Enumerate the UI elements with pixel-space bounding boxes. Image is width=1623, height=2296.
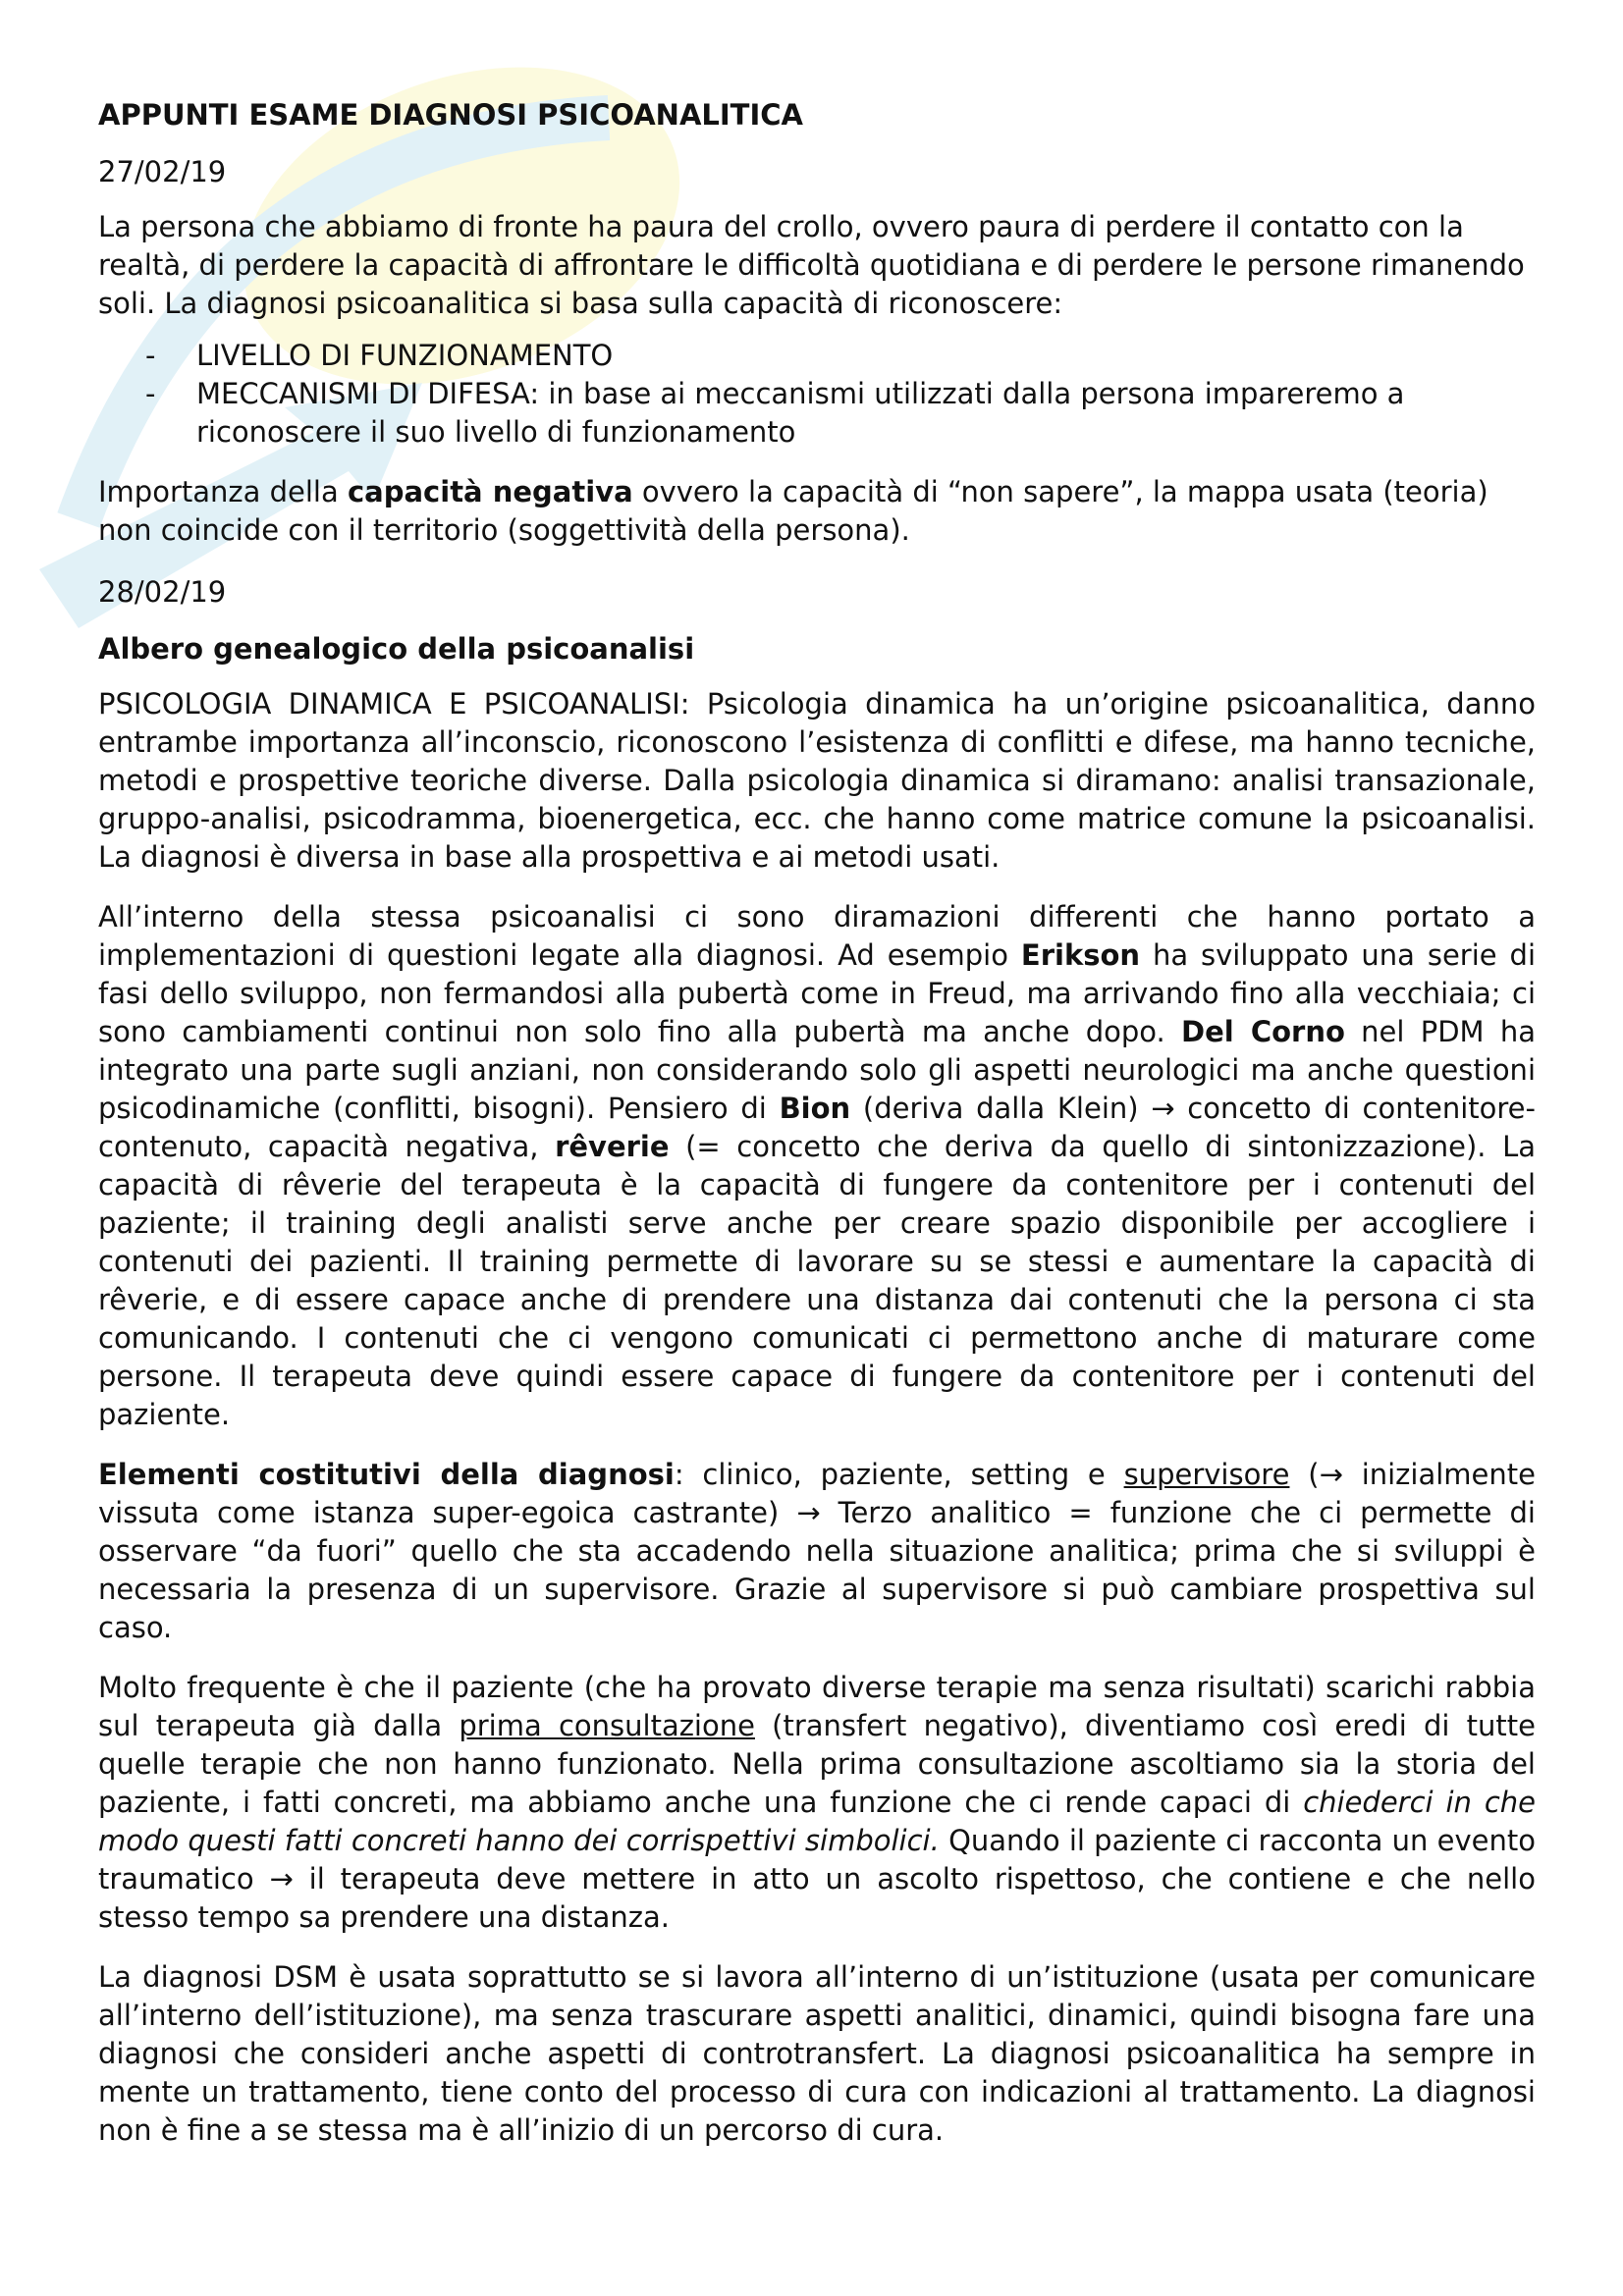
list-item: - MECCANISMI DI DIFESA: in base ai meccanismi utilizzati dalla persona impareremo a riconoscere il suo livello di funzionamento (98, 375, 1536, 452)
date-heading-first: 27/02/19 (98, 155, 227, 188)
capacita-negativa-paragraph: Importanza della capacità negativa ovvero la capacità di “non sapere”, la mappa usata (teoria) non coincide con il territorio (soggettività della persona). (98, 475, 1488, 547)
psicologia-dinamica-paragraph: PSICOLOGIA DINAMICA E PSICOANALISI: Psicologia dinamica ha un’origine psicoanalitica, danno entrambe importanza all’inconscio, riconoscono l’esistenza di conflitti e difese, ma hanno tecniche, metodi e prospettive teoriche diverse. Dalla psicologia dinamica si diramano: analisi transazionale, gruppo-analisi, psicodramma, bioenergetica, ecc. che hanno come matrice comune la psicoanalisi. La diagnosi è diversa in base alla prospettiva e ai metodi usati. (98, 687, 1536, 874)
elementi-paragraph: Elementi costitutivi della diagnosi: clinico, paziente, setting e supervisore (→ inizialmente vissuta come istanza super-egoica castrante) → Terzo analitico = funzione che ci permette di osservare “da fuori” quello che sta accadendo nella situazione analitica; prima che si sviluppi è necessaria la presenza di un supervisore. Grazie al supervisore si può cambiare prospettiva sul caso. (98, 1458, 1536, 1644)
document-title: APPUNTI ESAME DIAGNOSI PSICOANALITICA (98, 98, 803, 132)
list-item: - LIVELLO DI FUNZIONAMENTO (98, 337, 1536, 375)
document-page (98, 94, 1536, 2171)
diramazioni-paragraph: All’interno della stessa psicoanalisi ci sono diramazioni differenti che hanno portato a implementazioni di questioni legate alla diagnosi. Ad esempio Erikson ha sviluppato una serie di fasi dello sviluppo, non fermandosi alla pubertà come in Freud, ma arrivando fino alla vecchiaia; ci sono cambiamenti continui non solo fino alla pubertà ma anche dopo. Del Corno nel PDM ha integrato una parte sugli anziani, non considerando solo gli aspetti neurologici ma anche questioni psicodinamiche (conflitti, bisogni). Pensiero di Bion (deriva dalla Klein) → concetto di contenitore-contenuto, capacità negativa, rêverie (= concetto che deriva da quello di sintonizzazione). La capacità di rêverie del terapeuta è la capacità di fungere da contenitore per i contenuti del paziente; il training degli analisti serve anche per creare spazio disponibile per accogliere i contenuti dei pazienti. Il training permette di lavorare su se stessi e aumentare la capacità di rêverie, e di essere capace anche di prendere una distanza dai contenuti che la persona ci sta comunicando. I contenuti che ci vengono comunicati ci permettono anche di maturare come persone. Il terapeuta deve quindi essere capace di fungere da contenitore per i contenuti del paziente. (98, 900, 1537, 1431)
criteria-list (98, 337, 1536, 452)
date-heading-second: 28/02/19 (98, 575, 227, 609)
intro-paragraph: La persona che abbiamo di fronte ha paura del crollo, ovvero paura di perdere il contatto con la realtà, di perdere la capacità di affrontare le difficoltà quotidiana e di perdere le persone rimanendo soli. La diagnosi psicoanalitica si basa sulla capacità di riconoscere: (98, 210, 1525, 320)
dsm-paragraph: La diagnosi DSM è usata soprattutto se si lavora all’interno di un’istituzione (usata per comunicare all’interno dell’istituzione), ma senza trascurare aspetti analitici, dinamici, quindi bisogna fare una diagnosi che consideri anche aspetti di controtransfert. La diagnosi psicoanalitica ha sempre in mente un trattamento, tiene conto del processo di cura con indicazioni al trattamento. La diagnosi non è fine a se stessa ma è all’inizio di un percorso di cura. (98, 1960, 1536, 2147)
consultazione-paragraph: Molto frequente è che il paziente (che ha provato diverse terapie ma senza risultati) scarichi rabbia sul terapeuta già dalla prima consultazione (transfert negativo), diventiamo così eredi di tutte quelle terapie che non hanno funzionato. Nella prima consultazione ascoltiamo sia la storia del paziente, i fatti concreti, ma abbiamo anche una funzione che ci rende capaci di chiederci in che modo questi fatti concreti hanno dei corrispettivi simbolici. Quando il paziente ci racconta un evento traumatico → il terapeuta deve mettere in atto un ascolto rispettoso, che contiene e che nello stesso tempo sa prendere una distanza. (98, 1671, 1537, 1934)
section-title: Albero genealogico della psicoanalisi (98, 632, 695, 666)
